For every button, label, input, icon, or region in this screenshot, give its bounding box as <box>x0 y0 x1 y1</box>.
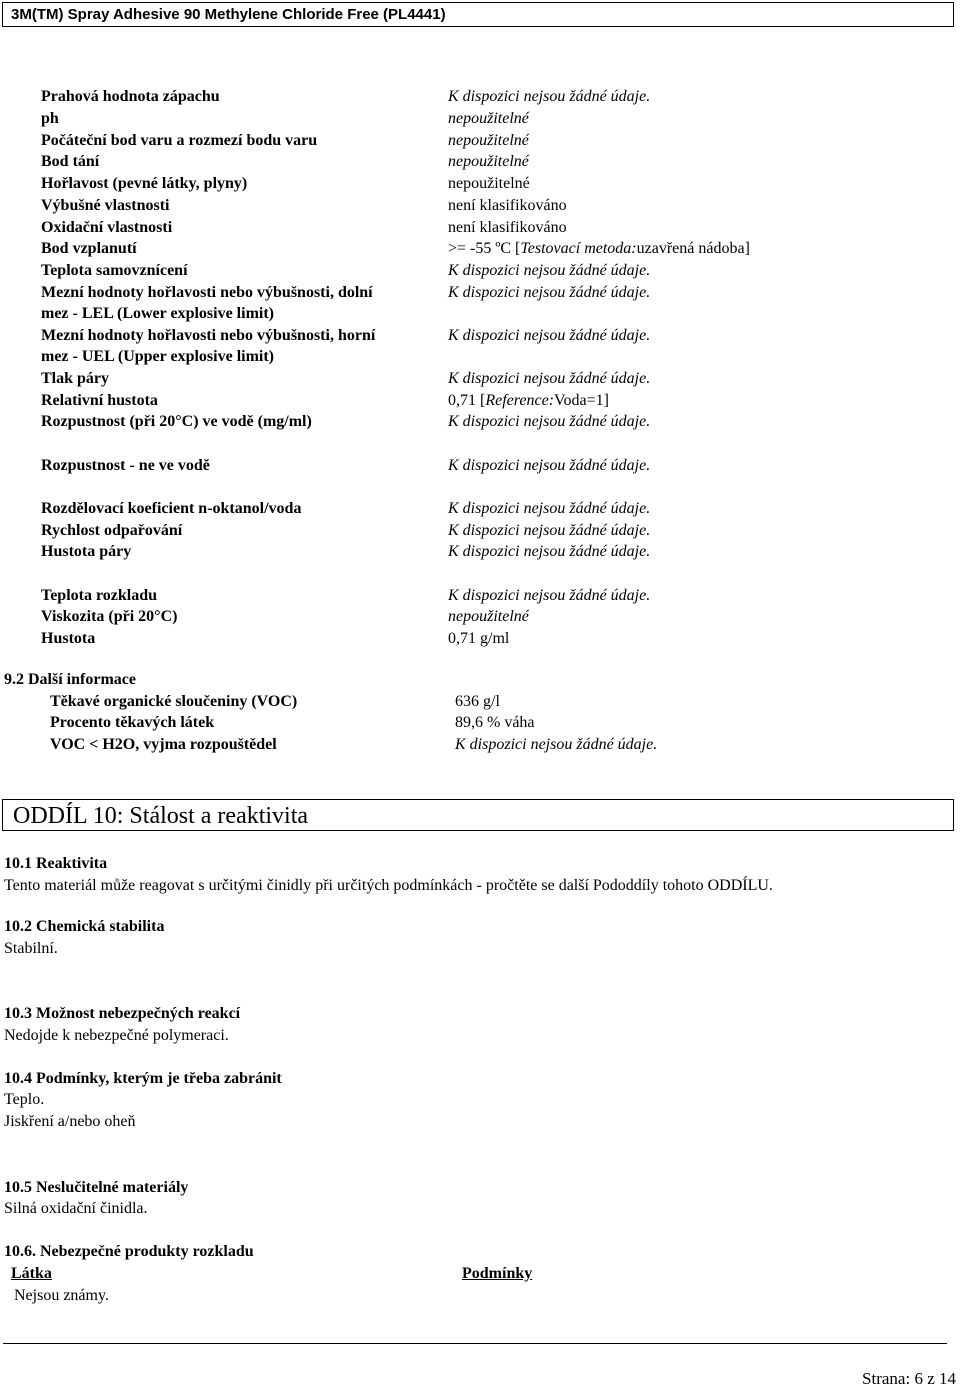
subsection-heading: 10.1 Reaktivita <box>4 855 108 872</box>
property-label: Relativní hustota <box>41 392 158 409</box>
footer-divider <box>3 1343 947 1344</box>
property-value: nepoužitelné <box>448 153 529 170</box>
other-info-label: VOC < H2O, vyjma rozpouštědel <box>50 736 277 753</box>
property-value <box>448 391 609 411</box>
property-label: Bod vzplanutí <box>41 240 137 257</box>
value-text: >= -55 ºC [ <box>448 240 521 257</box>
other-info-label: Procento těkavých látek <box>50 714 215 731</box>
other-info-value: 89,6 % váha <box>455 714 535 731</box>
section-header-box <box>2 799 954 831</box>
property-label: Rychlost odpařování <box>41 522 183 539</box>
property-value: nepoužitelné <box>448 110 529 127</box>
value-text: 0,71 [ <box>448 392 486 409</box>
property-value: K dispozici nejsou žádné údaje. <box>448 587 651 604</box>
other-info-value: 636 g/l <box>455 693 500 710</box>
property-label: Mezní hodnoty hořlavosti nebo výbušnosti, horní <box>41 327 376 344</box>
property-label: Rozdělovací koeficient n-oktanol/voda <box>41 500 302 517</box>
subsection-text: Nedojde k nebezpečné polymeraci. <box>4 1027 229 1044</box>
property-label: ph <box>41 110 59 127</box>
property-label-cont: mez - UEL (Upper explosive limit) <box>41 348 275 365</box>
value-text: Voda=1] <box>554 392 609 409</box>
property-label: Mezní hodnoty hořlavosti nebo výbušnosti, dolní <box>41 284 373 301</box>
property-label: Teplota samovznícení <box>41 262 188 279</box>
property-value: nepoužitelné <box>448 175 530 192</box>
value-reference-label: Reference: <box>485 392 555 409</box>
property-value: K dispozici nejsou žádné údaje. <box>448 500 651 517</box>
property-label: Viskozita (při 20°C) <box>41 608 178 625</box>
document-title: 3M(TM) Spray Adhesive 90 Methylene Chloride Free (PL4441) <box>11 6 446 23</box>
property-label: Prahová hodnota zápachu <box>41 88 220 105</box>
property-label: Hořlavost (pevné látky, plyny) <box>41 175 248 192</box>
property-label: Rozpustnost (při 20°C) ve vodě (mg/ml) <box>41 413 312 430</box>
subsection-text: Tento materiál může reagovat s určitými činidly při určitých podmínkách - pročtěte se další Pododdíly tohoto ODDÍLU. <box>4 877 773 894</box>
property-label: Výbušné vlastnosti <box>41 197 170 214</box>
property-value: K dispozici nejsou žádné údaje. <box>448 370 651 387</box>
subsection-heading: 10.3 Možnost nebezpečných reakcí <box>4 1005 241 1022</box>
property-label: Bod tání <box>41 153 100 170</box>
subsection-heading: 10.5 Neslučitelné materiály <box>4 1179 189 1196</box>
property-value: K dispozici nejsou žádné údaje. <box>448 522 651 539</box>
subsection-text: Jiskření a/nebo oheň <box>4 1113 136 1130</box>
property-label: Rozpustnost - ne ve vodě <box>41 457 210 474</box>
column-header-substance: Látka <box>11 1265 52 1282</box>
property-value: není klasifikováno <box>448 219 567 236</box>
property-value <box>448 239 750 259</box>
property-value: K dispozici nejsou žádné údaje. <box>448 284 651 301</box>
page-number: Strana: 6 z 14 <box>862 1369 956 1388</box>
property-label: Hustota <box>41 630 96 647</box>
subsection-text: Stabilní. <box>4 940 58 957</box>
property-label: Hustota páry <box>41 543 132 560</box>
property-value: nepoužitelné <box>448 608 529 625</box>
property-label-cont: mez - LEL (Lower explosive limit) <box>41 305 274 322</box>
value-method-label: Testovací metoda: <box>520 240 637 257</box>
property-value: K dispozici nejsou žádné údaje. <box>448 327 651 344</box>
section-title: ODDÍL 10: Stálost a reaktivita <box>13 803 309 829</box>
property-label: Tlak páry <box>41 370 110 387</box>
subsection-text: Nejsou známy. <box>14 1287 109 1304</box>
header-box <box>2 2 954 27</box>
property-value: K dispozici nejsou žádné údaje. <box>448 543 651 560</box>
other-info-label: Těkavé organické sloučeniny (VOC) <box>50 693 298 710</box>
property-value: K dispozici nejsou žádné údaje. <box>448 413 651 430</box>
property-value: není klasifikováno <box>448 197 567 214</box>
property-value: K dispozici nejsou žádné údaje. <box>448 262 651 279</box>
property-value: K dispozici nejsou žádné údaje. <box>448 88 651 105</box>
property-value: K dispozici nejsou žádné údaje. <box>448 457 651 474</box>
property-value: 0,71 g/ml <box>448 630 510 647</box>
column-header-conditions: Podmínky <box>462 1265 533 1282</box>
subsection-heading: 10.2 Chemická stabilita <box>4 918 165 935</box>
property-label: Počáteční bod varu a rozmezí bodu varu <box>41 132 318 149</box>
property-value: nepoužitelné <box>448 132 529 149</box>
other-info-value: K dispozici nejsou žádné údaje. <box>455 736 658 753</box>
subsection-text: Silná oxidační činidla. <box>4 1200 148 1217</box>
value-text: uzavřená nádoba] <box>636 240 750 257</box>
subsection-heading: 10.6. Nebezpečné produkty rozkladu <box>4 1243 254 1260</box>
subsection-heading-9-2: 9.2 Další informace <box>4 671 136 688</box>
property-label: Oxidační vlastnosti <box>41 219 173 236</box>
property-label: Teplota rozkladu <box>41 587 158 604</box>
subsection-text: Teplo. <box>4 1091 45 1108</box>
subsection-heading: 10.4 Podmínky, kterým je třeba zabránit <box>4 1070 282 1087</box>
